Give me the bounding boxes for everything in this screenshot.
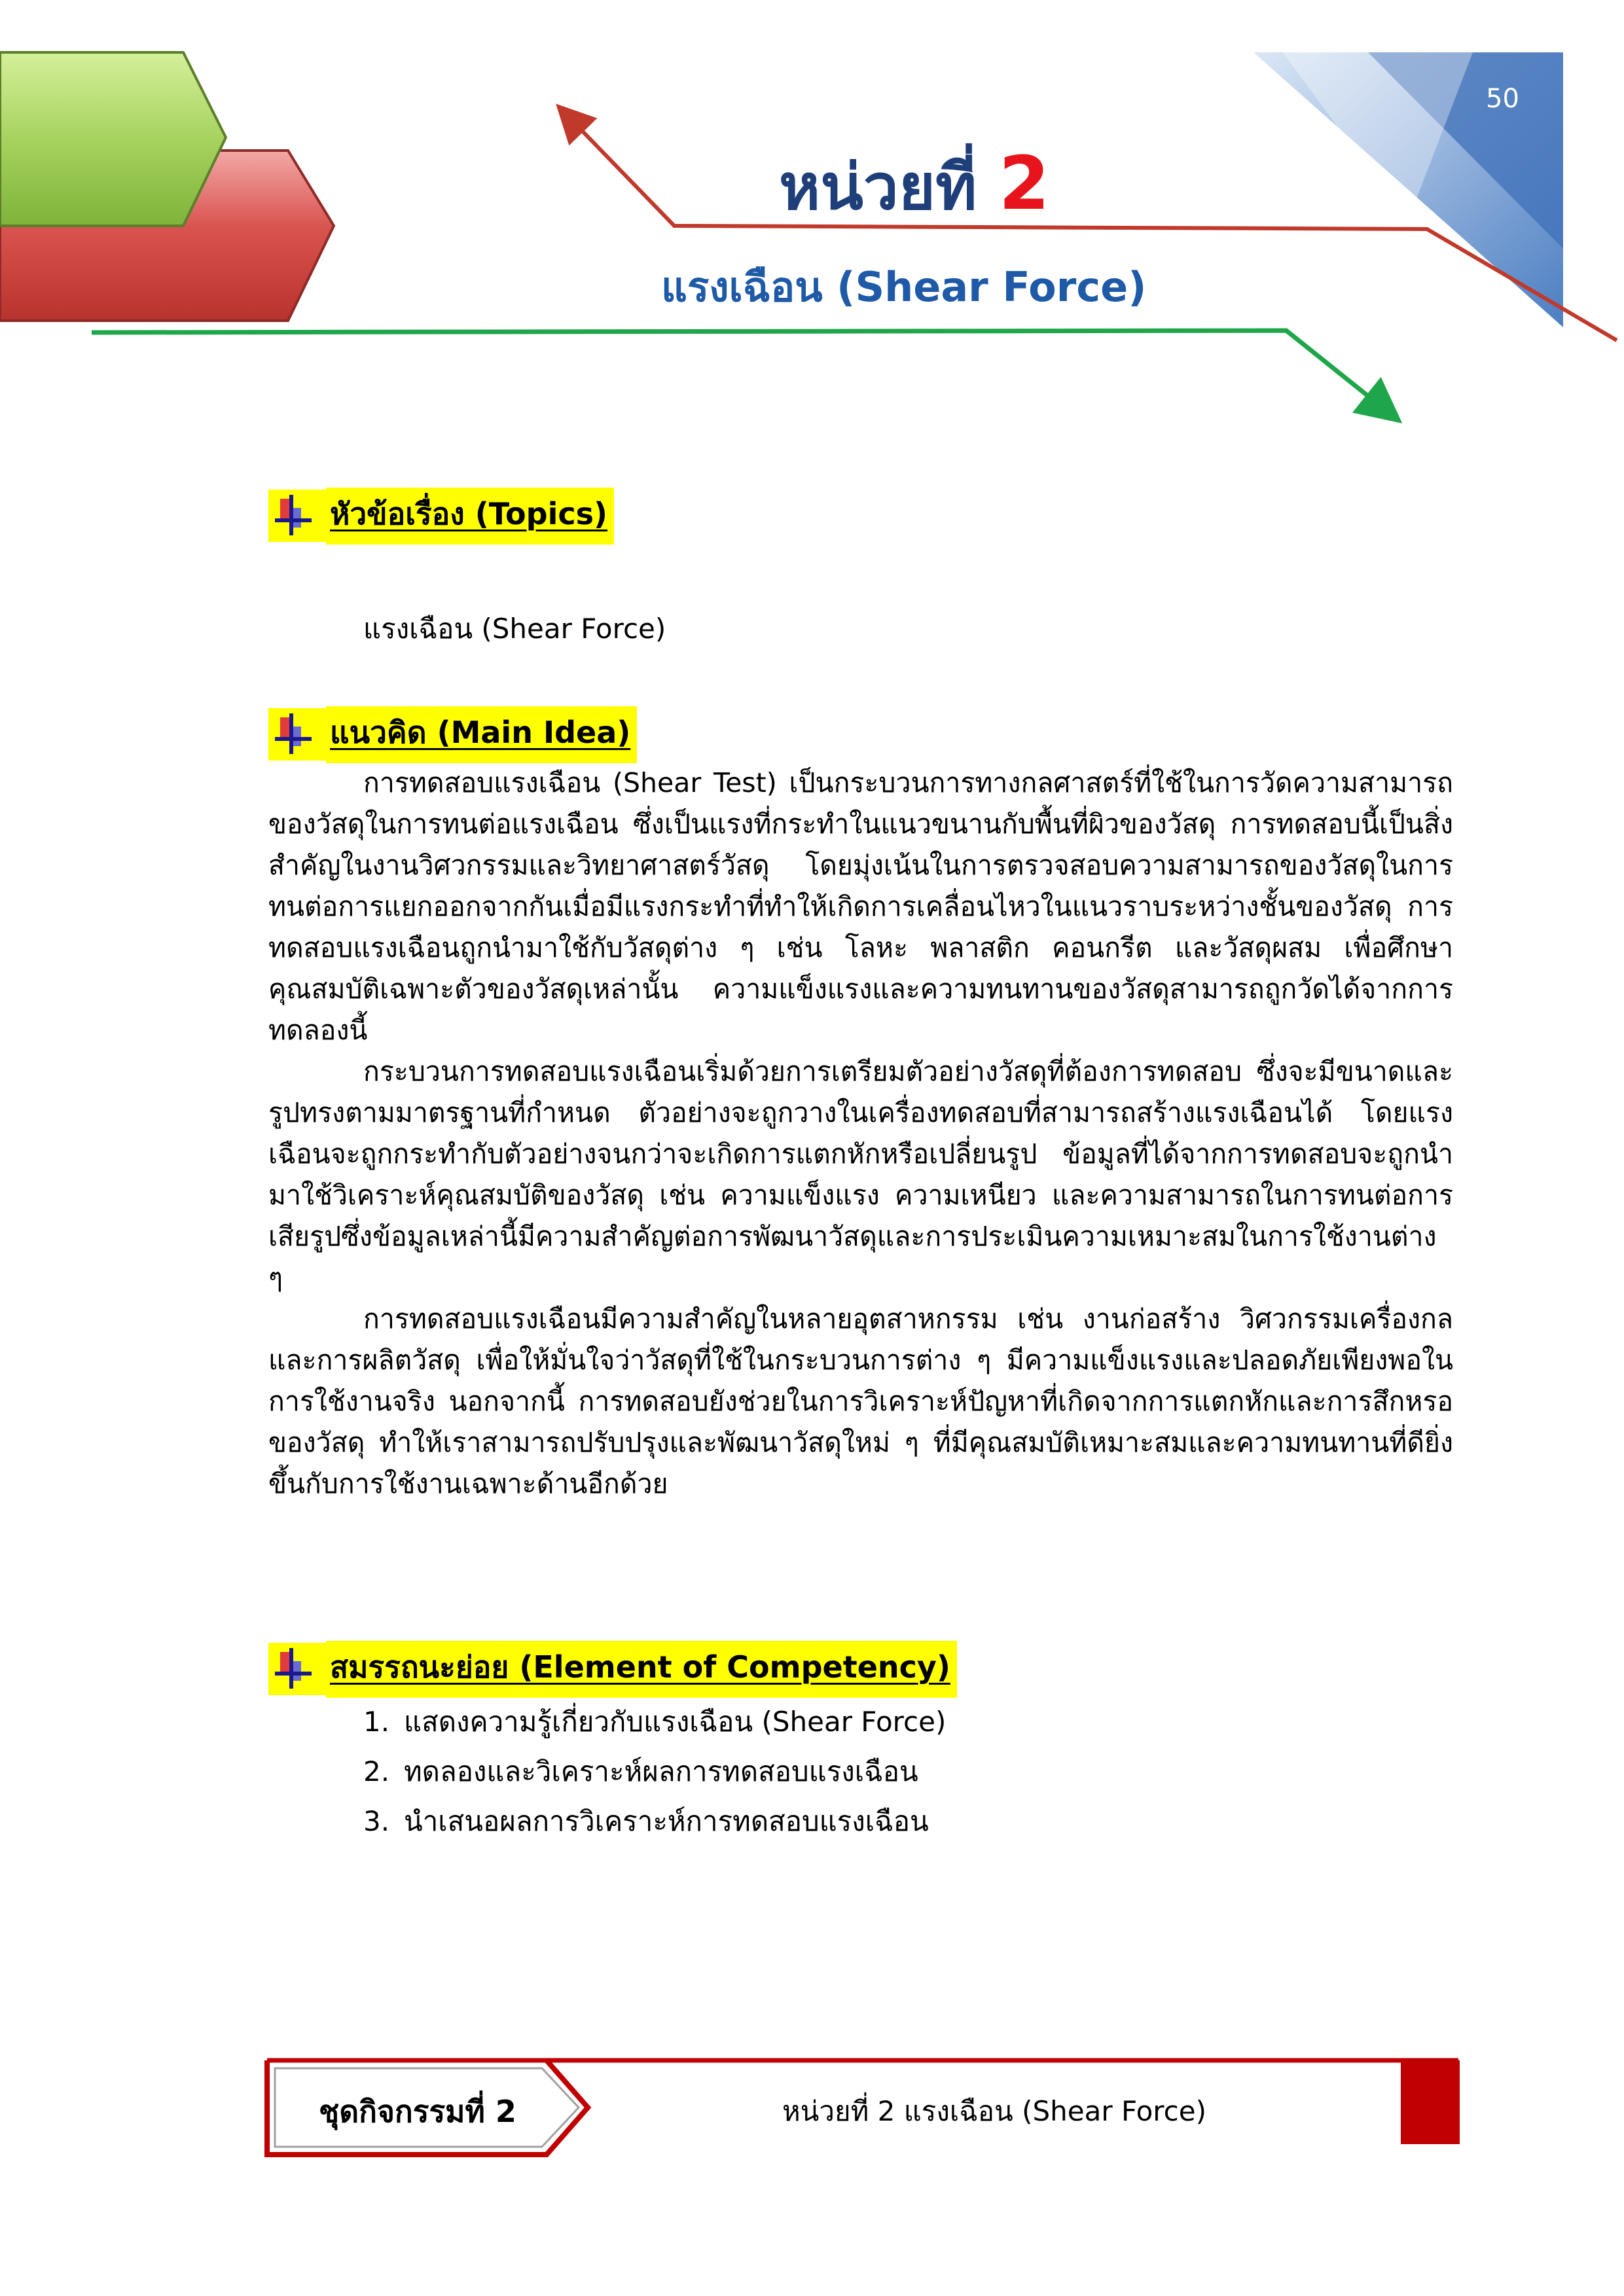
main-idea-heading [268, 708, 637, 761]
cross-bullet-icon [268, 708, 326, 761]
main-idea-paragraph-2: กระบวนการทดสอบแรงเฉือนเริ่มด้วยการเตรียมตัวอย่างวัสดุที่ต้องการทดสอบ ซึ่งจะมีขนาดและรูปทรงตามมาตรฐานที่กำหนด ตัวอย่างจะถูกวางในเครื่องทดสอบที่สามารถสร้างแรงเฉือนได้ โดยแรงเฉือนจะถูกกระทำกับตัวอย่างจนกว่าจะเกิดการแตกหักหรือเปลี่ยนรูป ข้อมูลที่ได้จากการทดสอบจะถูกนำมาใช้วิเคราะห์คุณสมบัติของวัสดุ เช่น ความแข็งแรง ความเหนียว และความสามารถในการทนต่อการเสียรูปซึ่งข้อมูลเหล่านี้มีความสำคัญต่อการพัฒนาวัสดุและการประเมินความเหมาะสมในการใช้งานต่าง ๆ [268, 1056, 1453, 1293]
green-arrow-line [92, 331, 1384, 409]
footer-red-block [1401, 2060, 1460, 2144]
topics-heading-label: หัวข้อเรื่อง (Topics) [326, 488, 614, 545]
main-idea-body [268, 762, 1453, 1505]
cross-bullet-icon [268, 1643, 326, 1695]
main-idea-paragraph-3: การทดสอบแรงเฉือนมีความสำคัญในหลายอุตสาหกรรม เช่น งานก่อสร้าง วิศวกรรมเครื่องกล และการผลิตวัสดุ เพื่อให้มั่นใจว่าวัสดุที่ใช้ในกระบวนการต่าง ๆ มีความแข็งแรงและปลอดภัยเพียงพอในการใช้งานจริง นอกจากนี้ การทดสอบยังช่วยในการวิเคราะห์ปัญหาที่เกิดจากการแตกหักและการสึกหรอของวัสดุ ทำให้เราสามารถปรับปรุงและพัฒนาวัสดุใหม่ ๆ ที่มีคุณสมบัติเหมาะสมและความทนทานที่ดียิ่งขึ้นกับการใช้งานเฉพาะด้านอีกด้วย [268, 1303, 1453, 1499]
topic-item: แรงเฉือน (Shear Force) [363, 613, 666, 645]
competency-heading-label: สมรรถนะย่อย (Element of Competency) [326, 1641, 957, 1698]
list-item: 1. แสดงความรู้เกี่ยวกับแรงเฉือน (Shear Force) [363, 1706, 947, 1738]
unit-title [779, 137, 1172, 237]
topics-heading [268, 490, 614, 542]
list-item: 3. นำเสนอผลการวิเคราะห์การทดสอบแรงเฉือน [363, 1805, 929, 1837]
competency-list [363, 1697, 946, 1846]
footer-activity-label: ชุดกิจกรรมที่ 2 [319, 2094, 516, 2129]
competency-heading [268, 1643, 957, 1695]
list-item: 2. ทดลองและวิเคราะห์ผลการทดสอบแรงเฉือน [363, 1755, 918, 1787]
cross-bullet-icon [268, 490, 326, 542]
main-idea-paragraph-1: การทดสอบแรงเฉือน (Shear Test) เป็นกระบวนการทางกลศาสตร์ที่ใช้ในการวัดความสามารถของวัสดุในการทนต่อแรงเฉือน ซึ่งเป็นแรงที่กระทำในแนวขนานกับพื้นที่ผิวของวัสดุ การทดสอบนี้เป็นสิ่งสำคัญในงานวิศวกรรมและวิทยาศาสตร์วัสดุ โดยมุ่งเน้นในการตรวจสอบความสามารถของวัสดุในการทนต่อการแยกออกจากกันเมื่อมีแรงกระทำที่ทำให้เกิดการเคลื่อนไหวในแนวราบระหว่างชั้นของวัสดุ การทดสอบแรงเฉือนถูกนำมาใช้กับวัสดุต่าง ๆ เช่น โลหะ พลาสติก คอนกรีต และวัสดุผสม เพื่อศึกษาคุณสมบัติเฉพาะตัวของวัสดุเหล่านั้น ความแข็งแรงและความทนทานของวัสดุสามารถถูกวัดได้จากการทดลองนี้ [268, 767, 1453, 1046]
green-hexagon-shape [0, 52, 226, 226]
unit-subtitle: แรงเฉือน (Shear Force) [661, 263, 1147, 311]
footer-unit-label: หน่วยที่ 2 แรงเฉือน (Shear Force) [782, 2095, 1206, 2127]
unit-title-prefix: หน่วยที่ [779, 151, 977, 224]
page-number: 50 [1486, 84, 1519, 114]
unit-number: 2 [998, 141, 1050, 226]
main-idea-heading-label: แนวคิด (Main Idea) [326, 706, 637, 763]
